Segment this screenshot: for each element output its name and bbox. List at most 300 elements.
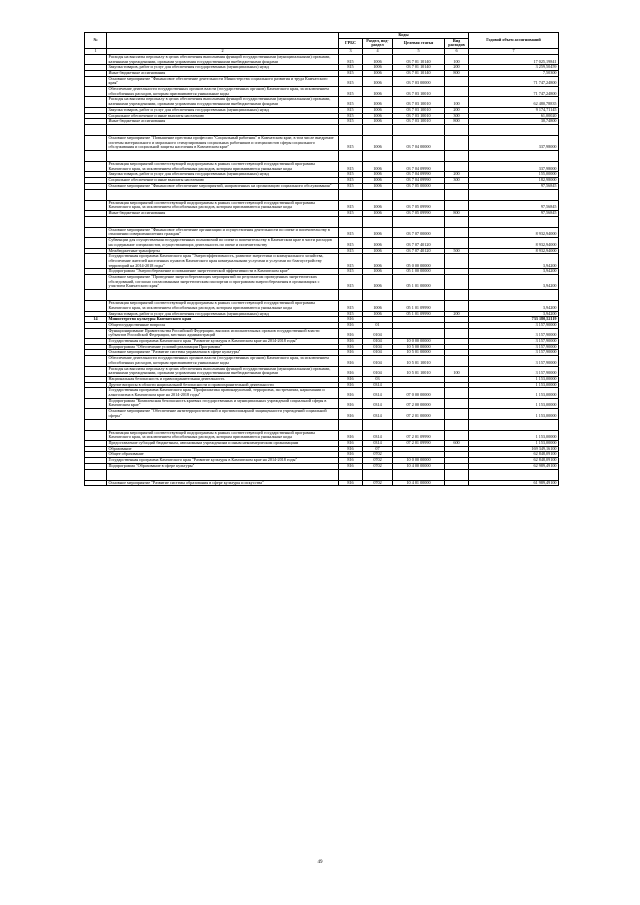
- row-amount: 17 025,19841: [469, 54, 559, 64]
- row-amount: 9 174,71145: [469, 107, 559, 113]
- row-grbs: 815: [339, 135, 363, 150]
- row-target-article: 10 5 00 00000: [393, 344, 445, 350]
- empty-cell: [363, 419, 393, 430]
- header-blank: [107, 33, 339, 49]
- row-target-article: 03 7 04 09990: [393, 178, 445, 184]
- page-number: 49: [317, 860, 323, 865]
- row-expense-type: [445, 356, 469, 366]
- colnum: 7: [469, 49, 559, 55]
- row-target-article: 03 7 03 00000: [393, 76, 445, 86]
- row-razdel: 0104: [363, 344, 393, 350]
- row-amount: 62 848,09100: [469, 458, 559, 464]
- row-amount: 8 932,94000: [469, 248, 559, 254]
- row-expense-type: [445, 398, 469, 408]
- table-row: [85, 254, 559, 269]
- row-razdel: 1006: [363, 70, 393, 76]
- row-number: [85, 254, 107, 269]
- row-amount: 169 349,16100: [469, 446, 559, 452]
- row-description: Общее образование: [107, 452, 339, 458]
- row-description: Государственная программа Камчатского края "Энергоэффективность, развитие энергетики и коммунального хозяйства, обеспечение жителей населенных пунктов Камчатского края коммунальными услугами и услугами по благоустройству территорий на 2014-2018 годы": [107, 254, 339, 269]
- row-grbs: 815: [339, 162, 363, 172]
- row-razdel: 0314: [363, 388, 393, 398]
- budget-table: [84, 32, 559, 486]
- row-number: [85, 388, 107, 398]
- table-row: [85, 162, 559, 172]
- colnum: 6: [445, 49, 469, 55]
- row-description: Закупка товаров, работ и услуг для обеспечения государственных (муниципальных) нужд: [107, 172, 339, 178]
- row-grbs: 816: [339, 458, 363, 464]
- row-amount: 8 932,94000: [469, 238, 559, 248]
- row-grbs: 816: [339, 398, 363, 408]
- row-amount: 1 153,00000: [469, 382, 559, 388]
- row-description: Реализация мероприятий соответствующей подпрограммы в рамках соответствующей государственной программы Камчатского края, за исключением обособленных расходов, которым присваиваются уникальные коды: [107, 430, 339, 440]
- row-amount: 3 259,50459: [469, 65, 559, 71]
- row-razdel: 1006: [363, 238, 393, 248]
- row-number: [85, 480, 107, 486]
- row-number: [85, 227, 107, 237]
- empty-cell: [107, 189, 339, 200]
- row-description: Государственная программа Камчатского края "Развитие культуры в Камчатском крае на 2014-2018 годы": [107, 458, 339, 464]
- row-grbs: 816: [339, 452, 363, 458]
- row-grbs: 815: [339, 183, 363, 189]
- row-description: Подпрограмма "Образование в сфере культуры": [107, 463, 339, 469]
- table-row: [85, 301, 559, 311]
- empty-cell: [85, 469, 107, 480]
- row-grbs: 815: [339, 172, 363, 178]
- row-target-article: 07 2 00 00000: [393, 398, 445, 408]
- row-grbs: 816: [339, 463, 363, 469]
- empty-cell: [363, 290, 393, 301]
- row-razdel: 1006: [363, 87, 393, 97]
- row-expense-type: 500: [445, 248, 469, 254]
- row-expense-type: [445, 275, 469, 290]
- empty-cell: [445, 216, 469, 227]
- row-target-article: 03 7 05 09990: [393, 210, 445, 216]
- row-expense-type: [445, 227, 469, 237]
- empty-cell: [85, 290, 107, 301]
- row-description: Расходы на выплаты персоналу в целях обеспечения выполнения функций государственными (муниципальными) органами, казенными учреждениями, органами управления государственными внебюджетными фондами: [107, 97, 339, 107]
- row-target-article: 03 7 01 10140: [393, 65, 445, 71]
- row-amount: 3 157,90000: [469, 356, 559, 366]
- header-no: №: [85, 33, 107, 49]
- empty-cell: [339, 124, 363, 135]
- empty-cell: [107, 469, 339, 480]
- colnum: 1: [85, 49, 107, 55]
- row-razdel: 1006: [363, 135, 393, 150]
- row-description: Межбюджетные трансферты: [107, 248, 339, 254]
- row-amount: 3 157,90000: [469, 344, 559, 350]
- row-target-article: 07 2 01 09990: [393, 430, 445, 440]
- empty-cell: [469, 216, 559, 227]
- row-expense-type: [445, 301, 469, 311]
- row-expense-type: [445, 200, 469, 210]
- row-amount: 3,94200: [469, 311, 559, 317]
- row-amount: 3,94200: [469, 269, 559, 275]
- row-razdel: 0104: [363, 350, 393, 356]
- row-grbs: 815: [339, 178, 363, 184]
- row-number: 14: [85, 317, 107, 323]
- row-razdel: 1006: [363, 269, 393, 275]
- table-row: [85, 409, 559, 419]
- row-grbs: 815: [339, 70, 363, 76]
- row-amount: 71 747,24800: [469, 76, 559, 86]
- row-description: Обеспечение деятельности государственных органов власти (государственных органов) Камчатского края, за исключением обособленных расходов, которым присваиваются уникальные коды: [107, 356, 339, 366]
- row-target-article: 03 7 03 10010: [393, 87, 445, 97]
- row-expense-type: [445, 135, 469, 150]
- empty-cell: [393, 419, 445, 430]
- row-razdel: 0314: [363, 441, 393, 447]
- row-razdel: 1006: [363, 227, 393, 237]
- row-description: Подпрограмма "Энергосбережение и повышение энергетической эффективности в Камчатском крае": [107, 269, 339, 275]
- row-description: Субвенции для осуществления государственных полномочий по опеке и попечительству в Камчатском крае в части расходов на содержание специалистов, осуществляющих деятельность по опеке и попечительству: [107, 238, 339, 248]
- row-grbs: 815: [339, 275, 363, 290]
- row-grbs: 816: [339, 376, 363, 382]
- row-grbs: 815: [339, 238, 363, 248]
- row-description: Иные бюджетные ассигнования: [107, 210, 339, 216]
- empty-cell: [469, 290, 559, 301]
- row-amount: 3 157,90000: [469, 322, 559, 328]
- table-row: [85, 366, 559, 376]
- row-grbs: 816: [339, 430, 363, 440]
- row-target-article: 05 1 01 00000: [393, 275, 445, 290]
- row-number: [85, 430, 107, 440]
- table-body: [85, 54, 559, 485]
- row-razdel: 01: [363, 322, 393, 328]
- empty-cell: [469, 419, 559, 430]
- row-amount: 8 932,94000: [469, 227, 559, 237]
- header-godovoi: Годовой объем ассигнований: [469, 33, 559, 49]
- spacer-row: [85, 290, 559, 301]
- row-razdel: 1006: [363, 311, 393, 317]
- row-expense-type: [445, 409, 469, 419]
- table-row: [85, 135, 559, 150]
- row-target-article: 03 7 07 40120: [393, 238, 445, 248]
- empty-cell: [339, 151, 363, 162]
- row-expense-type: [445, 76, 469, 86]
- row-grbs: 816: [339, 317, 363, 323]
- row-razdel: 0702: [363, 463, 393, 469]
- row-expense-type: 300: [445, 113, 469, 119]
- row-amount: 1 153,00000: [469, 388, 559, 398]
- table-row: [85, 200, 559, 210]
- row-number: [85, 54, 107, 64]
- row-grbs: 816: [339, 366, 363, 376]
- row-grbs: 815: [339, 76, 363, 86]
- row-target-article: 10 5 01 10010: [393, 356, 445, 366]
- empty-cell: [445, 189, 469, 200]
- row-grbs: 816: [339, 382, 363, 388]
- empty-cell: [393, 124, 445, 135]
- row-description: Основное мероприятие "Проведение энергосберегающих мероприятий по результатам проведенных энергетических обследований, согласно согласованным энергетическим паспортам и программам энергосбережения в организациях с участием Камчатского края": [107, 275, 339, 290]
- empty-cell: [339, 419, 363, 430]
- empty-cell: [339, 189, 363, 200]
- empty-cell: [107, 290, 339, 301]
- row-grbs: 815: [339, 254, 363, 269]
- table-row: [85, 54, 559, 64]
- row-expense-type: [445, 254, 469, 269]
- empty-cell: [85, 189, 107, 200]
- row-description: Основное мероприятие "Финансовое обеспечение мероприятий, направленных на организацию социального обслуживания": [107, 183, 339, 189]
- row-description: Функционирование Правительства Российской Федерации, высших исполнительных органов государственной власти субъектов Российской Федерации, местных администраций: [107, 328, 339, 338]
- row-description: Основное мероприятие "Развитие системы управления в сфере культуры": [107, 350, 339, 356]
- row-amount: 1 153,00000: [469, 409, 559, 419]
- row-grbs: 815: [339, 113, 363, 119]
- row-amount: 182,98000: [469, 178, 559, 184]
- empty-cell: [363, 216, 393, 227]
- row-expense-type: [445, 480, 469, 486]
- empty-cell: [393, 469, 445, 480]
- row-target-article: 03 7 05 00000: [393, 183, 445, 189]
- row-grbs: 816: [339, 339, 363, 345]
- empty-cell: [393, 151, 445, 162]
- row-razdel: 0314: [363, 398, 393, 408]
- row-description: Основное мероприятие "Финансовое обеспечение организации и осуществления деятельности по опеке и попечительству в отношении совершеннолетних граждан": [107, 227, 339, 237]
- row-grbs: 815: [339, 97, 363, 107]
- row-razdel: 1006: [363, 183, 393, 189]
- row-target-article: 03 7 04 09990: [393, 172, 445, 178]
- row-grbs: 815: [339, 311, 363, 317]
- row-amount: 3 157,90000: [469, 350, 559, 356]
- row-amount: 733 180,52119: [469, 317, 559, 323]
- spacer-row: [85, 419, 559, 430]
- row-description: Социальное обеспечение и иные выплаты населению: [107, 178, 339, 184]
- row-number: [85, 162, 107, 172]
- row-razdel: 0314: [363, 409, 393, 419]
- row-description: Закупка товаров, работ и услуг для обеспечения государственных (муниципальных) нужд: [107, 65, 339, 71]
- row-number: [85, 87, 107, 97]
- row-amount: 3,94200: [469, 254, 559, 269]
- row-expense-type: 300: [445, 178, 469, 184]
- row-expense-type: [445, 238, 469, 248]
- row-description: Общегосударственные вопросы: [107, 322, 339, 328]
- row-description: Другие вопросы в области национальной безопасности и правоохранительной деятельности: [107, 382, 339, 388]
- row-grbs: 816: [339, 388, 363, 398]
- empty-cell: [445, 290, 469, 301]
- empty-cell: [445, 469, 469, 480]
- row-expense-type: 100: [445, 54, 469, 64]
- table-row: [85, 275, 559, 290]
- row-description: Реализация мероприятий соответствующей подпрограммы в рамках соответствующей государственной программы Камчатского края, за исключением обособленных расходов, которым присваиваются уникальные коды: [107, 301, 339, 311]
- row-grbs: 816: [339, 344, 363, 350]
- row-number: [85, 76, 107, 86]
- row-razdel: 0104: [363, 366, 393, 376]
- header-codes: Коды: [339, 33, 469, 39]
- row-target-article: 10 4 00 00000: [393, 463, 445, 469]
- row-expense-type: 800: [445, 119, 469, 125]
- table-row: [85, 76, 559, 86]
- empty-cell: [363, 124, 393, 135]
- row-expense-type: 100: [445, 97, 469, 107]
- row-razdel: 1006: [363, 210, 393, 216]
- row-grbs: 816: [339, 356, 363, 366]
- table-row: [85, 430, 559, 440]
- row-grbs: 816: [339, 441, 363, 447]
- row-grbs: 815: [339, 65, 363, 71]
- row-razdel: 1006: [363, 172, 393, 178]
- row-number: [85, 97, 107, 107]
- row-expense-type: [445, 430, 469, 440]
- table-row: [85, 480, 559, 486]
- row-expense-type: 200: [445, 107, 469, 113]
- row-description: Расходы на выплаты персоналу в целях обеспечения выполнения функций государственными (муниципальными) органами, казенными учреждениями, органами управления государственными внебюджетными фондами: [107, 366, 339, 376]
- row-description: Иные бюджетные ассигнования: [107, 70, 339, 76]
- row-razdel: 0104: [363, 339, 393, 345]
- row-expense-type: [445, 162, 469, 172]
- row-grbs: 815: [339, 248, 363, 254]
- empty-cell: [469, 151, 559, 162]
- row-target-article: 07 2 01 00000: [393, 409, 445, 419]
- empty-cell: [469, 189, 559, 200]
- row-razdel: 1006: [363, 119, 393, 125]
- row-description: Национальная безопасность и правоохранительная деятельность: [107, 376, 339, 382]
- row-expense-type: 800: [445, 70, 469, 76]
- row-amount: 3 157,90000: [469, 339, 559, 345]
- row-amount: 97,56845: [469, 183, 559, 189]
- row-razdel: 1006: [363, 178, 393, 184]
- table-row: [85, 87, 559, 97]
- row-description: Подпрограмма "Комплексная безопасность краевых государственных и муниципальных учреждений социальной сферы в Камчатском крае": [107, 398, 339, 408]
- row-amount: 30,74800: [469, 119, 559, 125]
- row-expense-type: [445, 87, 469, 97]
- header-celevaya: Целевая статья: [393, 38, 445, 48]
- table-row: [85, 356, 559, 366]
- empty-cell: [107, 124, 339, 135]
- row-amount: 337,98000: [469, 135, 559, 150]
- row-amount: 71 747,24800: [469, 87, 559, 97]
- row-description: Государственная программа Камчатского края "Развитие культуры в Камчатском крае на 2014-2018 годы": [107, 339, 339, 345]
- row-grbs: 815: [339, 301, 363, 311]
- spacer-row: [85, 151, 559, 162]
- row-razdel: 07: [363, 446, 393, 452]
- row-number: [85, 135, 107, 150]
- row-grbs: 815: [339, 200, 363, 210]
- empty-cell: [469, 469, 559, 480]
- row-razdel: 1006: [363, 254, 393, 269]
- row-target-article: 03 7 07 40120: [393, 248, 445, 254]
- row-amount: 3,94200: [469, 275, 559, 290]
- row-description: Социальное обеспечение и иные выплаты населению: [107, 113, 339, 119]
- row-expense-type: 100: [445, 366, 469, 376]
- row-description: Расходы на выплаты персоналу в целях обеспечения выполнения функций государственными (муниципальными) органами, казенными учреждениями, органами управления государственными внебюджетными фондами: [107, 54, 339, 64]
- empty-cell: [107, 419, 339, 430]
- empty-cell: [363, 469, 393, 480]
- row-grbs: 815: [339, 227, 363, 237]
- colnum: 5: [393, 49, 445, 55]
- empty-cell: [393, 189, 445, 200]
- row-description: Закупка товаров, работ и услуг для обеспечения государственных (муниципальных) нужд: [107, 107, 339, 113]
- row-description: Образование: [107, 446, 339, 452]
- row-target-article: 05 1 01 09990: [393, 311, 445, 317]
- row-target-article: 03 7 04 00000: [393, 135, 445, 150]
- row-description: Обеспечение деятельности государственных органов власти (государственных органов) Камчатского края, за исключением обособленных расходов, которым присваиваются уникальные коды: [107, 87, 339, 97]
- row-amount: 62 989,49100: [469, 463, 559, 469]
- row-description: Реализация мероприятий соответствующей подпрограммы в рамках соответствующей государственной программы Камчатского края, за исключением обособленных расходов, которым присваиваются уникальные коды: [107, 200, 339, 210]
- empty-cell: [339, 216, 363, 227]
- empty-cell: [85, 216, 107, 227]
- row-description: Основное мероприятие "Повышение престижа профессии "Социальный работник" в Камчатском крае, в том числе внедрение системы материального и морального стимулирования социальных работников и специалистов сферы социального обслуживания и социальной защиты населения в Камчатском крае": [107, 135, 339, 150]
- row-grbs: 816: [339, 328, 363, 338]
- colnum: 4: [363, 49, 393, 55]
- row-grbs: 816: [339, 446, 363, 452]
- row-target-article: 05 0 00 00000: [393, 254, 445, 269]
- empty-cell: [107, 216, 339, 227]
- empty-cell: [85, 124, 107, 135]
- spacer-row: [85, 469, 559, 480]
- empty-cell: [445, 151, 469, 162]
- row-razdel: 1006: [363, 65, 393, 71]
- row-target-article: 10 5 01 00000: [393, 350, 445, 356]
- row-target-article: [393, 328, 445, 338]
- row-target-article: 03 7 03 10010: [393, 97, 445, 107]
- row-number: [85, 328, 107, 338]
- row-target-article: 07 0 00 00000: [393, 388, 445, 398]
- row-number: [85, 275, 107, 290]
- row-target-article: 07 2 01 09990: [393, 441, 445, 447]
- empty-cell: [339, 469, 363, 480]
- header-razdel: Раздел, под-раздел: [363, 38, 393, 48]
- row-description: Реализация мероприятий соответствующей подпрограммы в рамках соответствующей государственной программы Камчатского края, за исключением обособленных расходов, которым присваиваются уникальные коды: [107, 162, 339, 172]
- spacer-row: [85, 216, 559, 227]
- row-target-article: 10 0 00 00000: [393, 458, 445, 464]
- row-grbs: 816: [339, 322, 363, 328]
- empty-cell: [363, 151, 393, 162]
- empty-cell: [445, 124, 469, 135]
- row-description: Предоставление субсидий бюджетным, автономным учреждениям и иным некоммерческим организациям: [107, 441, 339, 447]
- row-description: Основное мероприятие "Развитие системы образования в сфере культуры и искусства": [107, 480, 339, 486]
- row-razdel: 0104: [363, 356, 393, 366]
- row-expense-type: 200: [445, 172, 469, 178]
- row-grbs: 815: [339, 210, 363, 216]
- row-razdel: 1006: [363, 76, 393, 86]
- row-amount: 3,94200: [469, 301, 559, 311]
- row-expense-type: 600: [445, 441, 469, 447]
- header-grbs: ГРБС: [339, 38, 363, 48]
- row-amount: 1 153,00000: [469, 398, 559, 408]
- row-razdel: 1006: [363, 97, 393, 107]
- row-razdel: 0702: [363, 458, 393, 464]
- row-razdel: 1006: [363, 275, 393, 290]
- row-expense-type: 200: [445, 311, 469, 317]
- row-target-article: 10 0 00 00000: [393, 339, 445, 345]
- empty-cell: [85, 151, 107, 162]
- empty-cell: [363, 189, 393, 200]
- row-amount: 62 848,09100: [469, 452, 559, 458]
- row-amount: 3 157,90000: [469, 328, 559, 338]
- row-target-article: 05 1 00 00000: [393, 269, 445, 275]
- row-grbs: 815: [339, 54, 363, 64]
- empty-cell: [339, 290, 363, 301]
- row-razdel: 1006: [363, 301, 393, 311]
- spacer-row: [85, 189, 559, 200]
- row-number: [85, 238, 107, 248]
- row-grbs: 816: [339, 409, 363, 419]
- row-target-article: 03 7 05 09990: [393, 200, 445, 210]
- empty-cell: [85, 419, 107, 430]
- row-razdel: 1006: [363, 248, 393, 254]
- row-number: [85, 200, 107, 210]
- row-razdel: 1006: [363, 200, 393, 210]
- row-number: [85, 356, 107, 366]
- row-description: Основное мероприятие "Финансовое обеспечение деятельности Министерства социального развития и труда Камчатского края": [107, 76, 339, 86]
- table-row: [85, 398, 559, 408]
- row-amount: 61,00020: [469, 113, 559, 119]
- row-amount: 337,98000: [469, 162, 559, 172]
- header-vid: Вид расходов: [445, 38, 469, 48]
- row-description: Подпрограмма "Обеспечение условий реализации Программы": [107, 344, 339, 350]
- row-description: Иные бюджетные ассигнования: [107, 119, 339, 125]
- row-number: [85, 301, 107, 311]
- row-target-article: 03 7 03 10010: [393, 107, 445, 113]
